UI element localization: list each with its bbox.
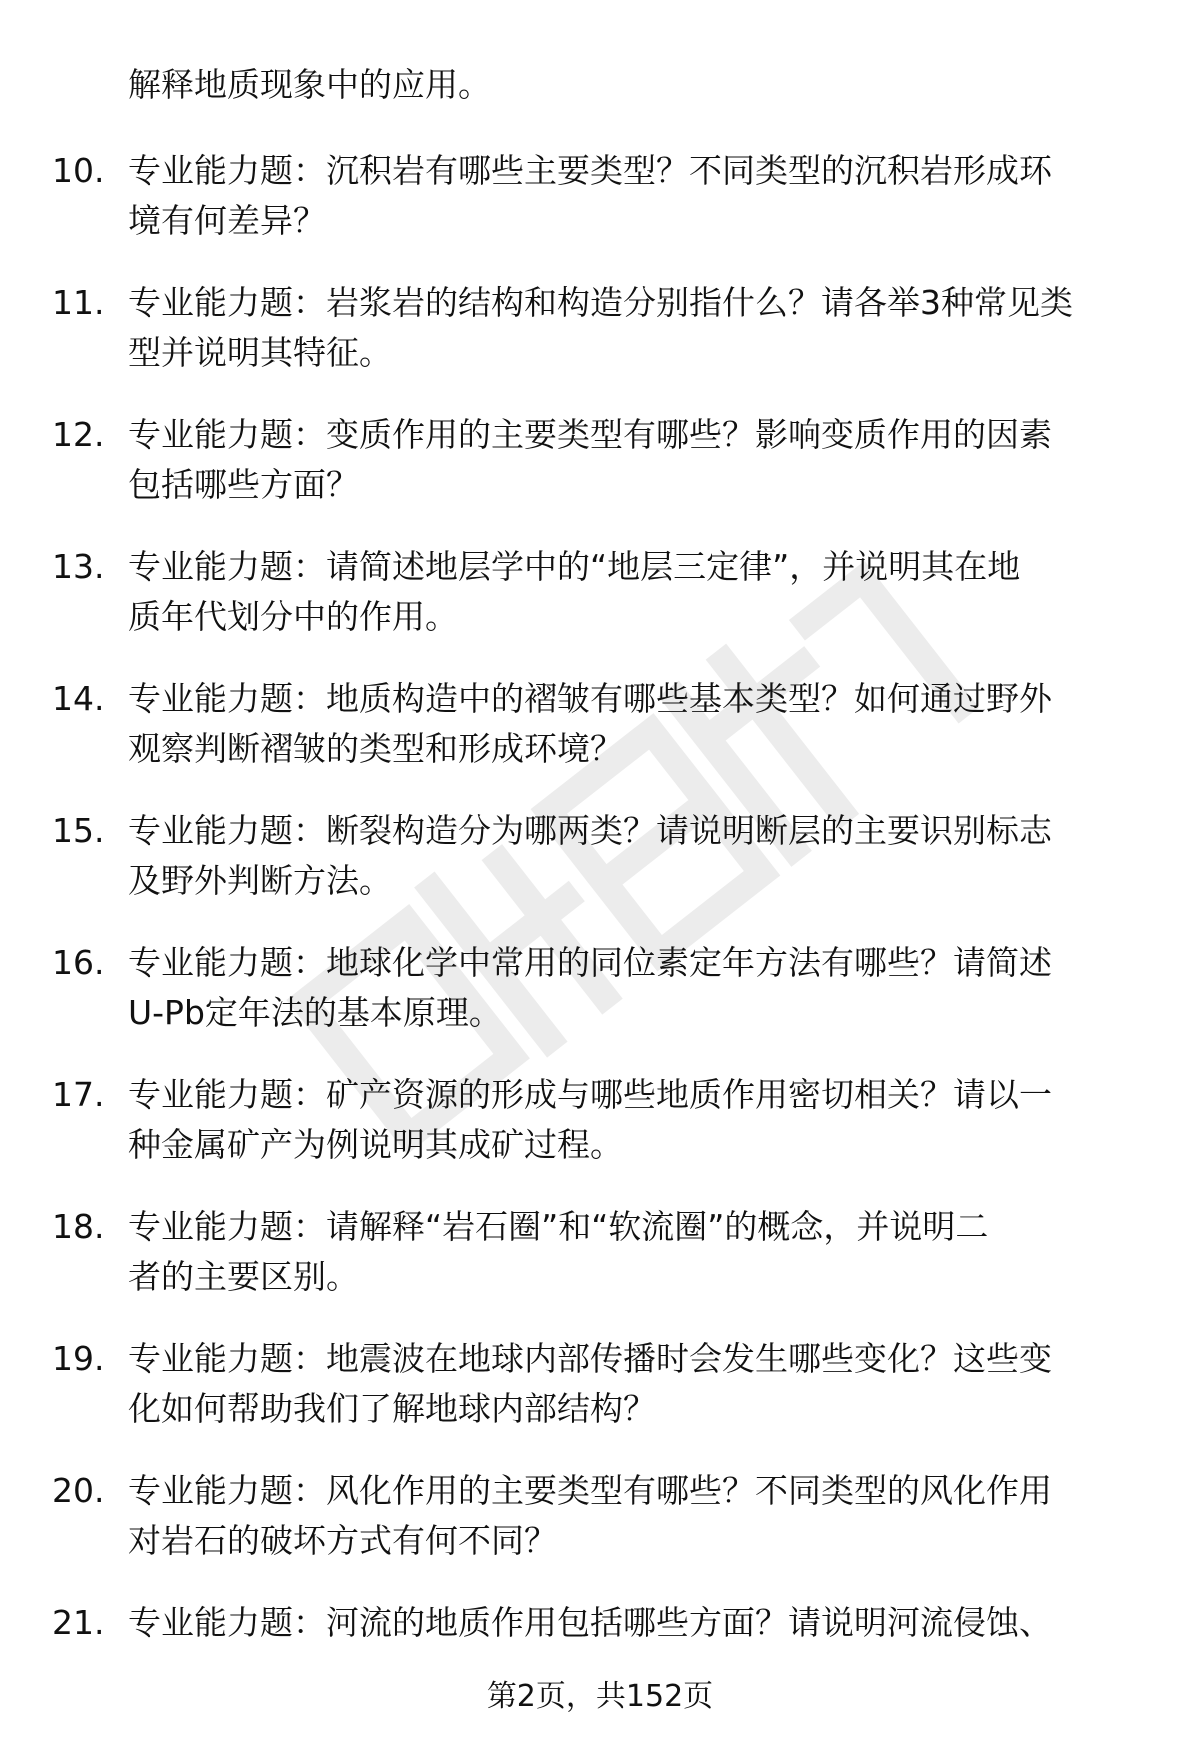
question-text	[128, 938, 1168, 1038]
question-number: 16.	[52, 943, 105, 982]
question-line: 境有何差异？	[128, 201, 326, 240]
question-number: 13.	[52, 547, 105, 586]
question-text	[128, 542, 1168, 642]
question-number: 11.	[52, 283, 105, 322]
question-item	[0, 674, 1200, 806]
question-line: 专业能力题：风化作用的主要类型有哪些？不同类型的风化作用	[128, 1471, 1052, 1510]
question-line: 专业能力题：请简述地层学中的“地层三定律”，并说明其在地	[128, 547, 1021, 586]
page-footer: 第2页，共152页	[486, 1679, 714, 1714]
question-text	[128, 1598, 1168, 1648]
question-number: 19.	[52, 1339, 105, 1378]
question-text	[128, 1466, 1168, 1566]
question-text	[128, 410, 1168, 510]
question-line: 质年代划分中的作用。	[128, 597, 458, 636]
question-text	[128, 146, 1168, 246]
question-line: 专业能力题：请解释“岩石圈”和“软流圈”的概念，并说明二	[128, 1207, 989, 1246]
question-line: 包括哪些方面？	[128, 465, 359, 504]
question-number: 18.	[52, 1207, 105, 1246]
question-number: 15.	[52, 811, 105, 850]
question-number: 17.	[52, 1075, 105, 1114]
question-item	[0, 938, 1200, 1070]
question-line: 专业能力题：变质作用的主要类型有哪些？影响变质作用的因素	[128, 415, 1052, 454]
question-line: 种金属矿产为例说明其成矿过程。	[128, 1125, 623, 1164]
question-line: 化如何帮助我们了解地球内部结构？	[128, 1389, 656, 1428]
question-text	[128, 674, 1168, 774]
question-text	[128, 806, 1168, 906]
question-item	[0, 542, 1200, 674]
question-number: 10.	[52, 151, 105, 190]
question-line: 及野外判断方法。	[128, 861, 392, 900]
question-item	[0, 146, 1200, 278]
question-number: 12.	[52, 415, 105, 454]
question-list	[0, 146, 1200, 1730]
question-line: 对岩石的破坏方式有何不同？	[128, 1521, 557, 1560]
question-text	[128, 1070, 1168, 1170]
question-item	[0, 1202, 1200, 1334]
question-item	[0, 278, 1200, 410]
question-line: 专业能力题：地震波在地球内部传播时会发生哪些变化？这些变	[128, 1339, 1052, 1378]
question-line: 专业能力题：沉积岩有哪些主要类型？不同类型的沉积岩形成环	[128, 151, 1052, 190]
question-number: 14.	[52, 679, 105, 718]
question-number: 21.	[52, 1603, 105, 1642]
question-line: 专业能力题：断裂构造分为哪两类？请说明断层的主要识别标志	[128, 811, 1052, 850]
continuation-text: 解释地质现象中的应用。	[128, 65, 491, 104]
question-item	[0, 1334, 1200, 1466]
question-item	[0, 806, 1200, 938]
question-item	[0, 1466, 1200, 1598]
question-line: 观察判断褶皱的类型和形成环境？	[128, 729, 623, 768]
question-line: 专业能力题：矿产资源的形成与哪些地质作用密切相关？请以一	[128, 1075, 1052, 1114]
question-line: 专业能力题：地球化学中常用的同位素定年方法有哪些？请简述	[128, 943, 1052, 982]
question-number: 20.	[52, 1471, 105, 1510]
question-item	[0, 410, 1200, 542]
question-line: 专业能力题：岩浆岩的结构和构造分别指什么？请各举3种常见类	[128, 283, 1073, 322]
question-text	[128, 1202, 1168, 1302]
question-line: 专业能力题：地质构造中的褶皱有哪些基本类型？如何通过野外	[128, 679, 1052, 718]
question-line: 专业能力题：河流的地质作用包括哪些方面？请说明河流侵蚀、	[128, 1603, 1052, 1642]
question-line: 型并说明其特征。	[128, 333, 392, 372]
question-line: 者的主要区别。	[128, 1257, 359, 1296]
question-text	[128, 278, 1168, 378]
question-line: U-Pb定年法的基本原理。	[128, 993, 502, 1032]
question-text	[128, 1334, 1168, 1434]
question-item	[0, 1070, 1200, 1202]
